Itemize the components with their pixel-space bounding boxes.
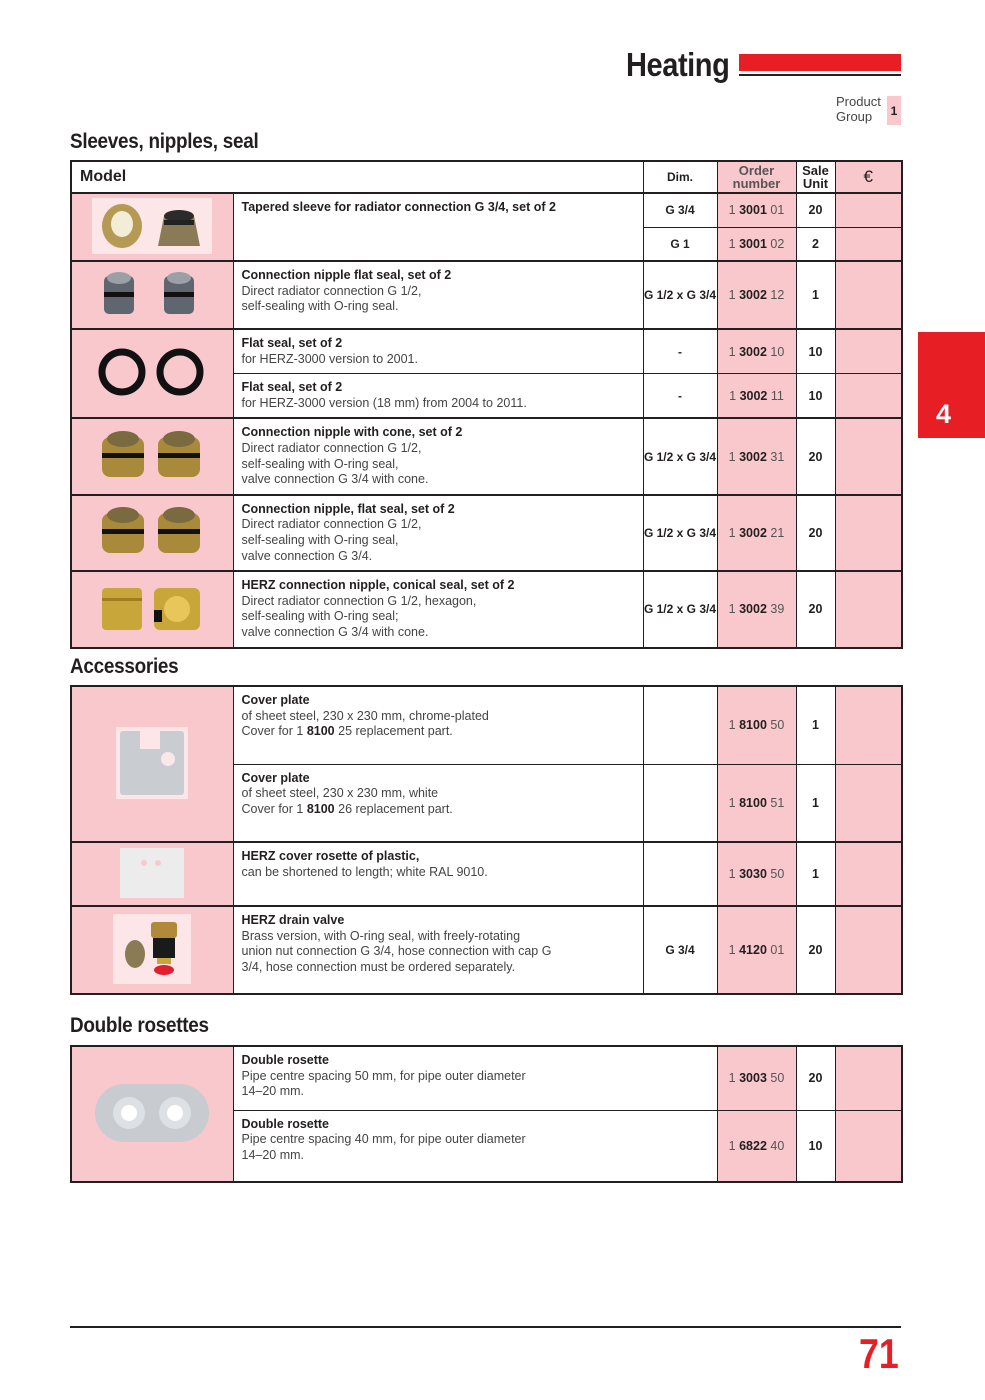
product-description-line: of sheet steel, 230 x 230 mm, chrome-plated <box>241 708 489 723</box>
dimension-cell: - <box>643 374 717 419</box>
product-row <box>71 842 902 906</box>
connection-nipple-flat-image <box>92 501 212 564</box>
sale-unit-cell: 10 <box>796 374 835 419</box>
order-number-cell: 1 3002 21 <box>717 495 796 571</box>
connection-nipple-cone-image <box>92 425 212 488</box>
cover-plate-image <box>116 727 188 802</box>
product-description <box>233 418 643 494</box>
cover-rosette-image <box>120 848 184 901</box>
order-number-cell: 1 8100 50 <box>717 686 796 764</box>
replacement-reference: Cover for 1 8100 25 replacement part. <box>241 724 453 739</box>
product-description <box>233 686 643 764</box>
price-cell[interactable] <box>835 686 902 764</box>
product-title: Connection nipple flat seal, set of 2 <box>241 268 452 282</box>
product-group-label: Product Group <box>836 94 881 124</box>
order-number-cell: 1 3002 12 <box>717 261 796 329</box>
product-title: Flat seal, set of 2 <box>241 380 343 395</box>
dimension-cell: G 1/2 x G 3/4 <box>643 418 717 494</box>
double-rosette-image <box>93 1082 211 1147</box>
replacement-reference: Cover for 1 8100 26 replacement part. <box>241 801 453 816</box>
chapter-tab[interactable] <box>918 332 985 438</box>
col-header-order: Order number <box>717 161 796 193</box>
price-cell[interactable] <box>835 906 902 994</box>
product-image-cell <box>71 418 233 494</box>
col-header-price: € <box>835 161 902 193</box>
dimension-cell: G 3/4 <box>643 193 717 227</box>
page-title: Heating <box>626 46 730 83</box>
dimension-cell: G 1 <box>643 227 717 261</box>
order-number-cell: 1 3001 01 <box>717 193 796 227</box>
price-cell[interactable] <box>835 374 902 419</box>
product-image-cell <box>71 686 233 842</box>
price-cell[interactable] <box>835 1110 902 1182</box>
dimension-cell: G 1/2 x G 3/4 <box>643 571 717 647</box>
price-cell[interactable] <box>835 764 902 842</box>
product-description <box>233 571 643 647</box>
price-cell[interactable] <box>835 227 902 261</box>
sale-unit-cell: 20 <box>796 193 835 227</box>
page-number: 71 <box>859 1330 899 1377</box>
product-description-line: 14–20 mm. <box>241 1147 305 1162</box>
product-description-line: self-sealing with O-ring seal. <box>241 299 399 314</box>
product-title: HERZ connection nipple, conical seal, set of 2 <box>241 578 515 593</box>
product-description-line: for HERZ-3000 version (18 mm) from 2004 to 2011. <box>241 395 527 410</box>
product-image-cell <box>71 261 233 329</box>
product-row <box>71 495 902 571</box>
product-description-line: Direct radiator connection G 1/2, <box>241 517 422 532</box>
product-description-line: Pipe centre spacing 40 mm, for pipe outer diameter <box>241 1132 526 1147</box>
dimension-cell <box>643 842 717 906</box>
order-number-cell: 1 3002 10 <box>717 329 796 374</box>
sale-unit-cell: 20 <box>796 1046 835 1110</box>
tapered-sleeve-image <box>92 196 212 259</box>
conical-nipple-image <box>92 578 212 641</box>
section-title-accessories: Accessories <box>70 655 179 678</box>
sale-unit-cell: 1 <box>796 764 835 842</box>
product-title: HERZ drain valve <box>241 913 345 927</box>
product-description-line: of sheet steel, 230 x 230 mm, white <box>241 786 439 801</box>
product-description-line: 3/4, hose connection must be ordered separately. <box>241 959 516 974</box>
product-description <box>233 1046 717 1110</box>
product-description <box>233 495 643 571</box>
product-row <box>71 418 902 494</box>
price-cell[interactable] <box>835 193 902 227</box>
product-title: Connection nipple, flat seal, set of 2 <box>241 501 455 516</box>
product-title: Cover plate <box>241 693 310 707</box>
product-title: Flat seal, set of 2 <box>241 336 343 350</box>
price-cell[interactable] <box>835 842 902 906</box>
order-number-cell: 1 3030 50 <box>717 842 796 906</box>
order-number-cell: 1 3003 50 <box>717 1046 796 1110</box>
sale-unit-cell: 10 <box>796 1110 835 1182</box>
dimension-cell: G 1/2 x G 3/4 <box>643 495 717 571</box>
order-number-cell: 1 3002 31 <box>717 418 796 494</box>
dimension-cell: G 1/2 x G 3/4 <box>643 261 717 329</box>
product-description-line: Brass version, with O-ring seal, with freely-rotating <box>241 928 521 943</box>
product-description <box>233 193 643 261</box>
price-cell[interactable] <box>835 1046 902 1110</box>
product-group-badge: 1 <box>887 96 901 125</box>
product-description-line: self-sealing with O-ring seal, <box>241 532 399 547</box>
product-title: HERZ cover rosette of plastic, <box>241 849 420 863</box>
product-title: Tapered sleeve for radiator connection G 3/4, set of 2 <box>241 200 556 214</box>
header-accent-bar <box>739 54 901 71</box>
product-row <box>71 261 902 329</box>
dimension-cell <box>643 686 717 764</box>
product-row <box>71 193 902 227</box>
product-description-line: self-sealing with O-ring seal; <box>241 609 399 624</box>
product-image-cell <box>71 1046 233 1182</box>
price-cell[interactable] <box>835 261 902 329</box>
product-title: Double rosette <box>241 1116 330 1131</box>
order-number-cell: 1 8100 51 <box>717 764 796 842</box>
product-description <box>233 329 643 374</box>
product-row <box>71 686 902 764</box>
flat-seal-image <box>92 344 212 403</box>
order-number-cell: 1 3001 02 <box>717 227 796 261</box>
product-row <box>71 571 902 647</box>
product-description-line: 14–20 mm. <box>241 1084 305 1099</box>
double-rosettes-table <box>70 1045 903 1183</box>
col-header-unit: Sale Unit <box>796 161 835 193</box>
product-row <box>71 1046 902 1110</box>
price-cell[interactable] <box>835 418 902 494</box>
product-description-line: union nut connection G 3/4, hose connection with cap G <box>241 944 552 959</box>
sale-unit-cell: 10 <box>796 329 835 374</box>
product-image-cell <box>71 495 233 571</box>
product-description-line: Direct radiator connection G 1/2, <box>241 283 422 298</box>
connection-nipple-image <box>92 266 212 325</box>
order-number-cell: 1 3002 11 <box>717 374 796 419</box>
product-image-cell <box>71 906 233 994</box>
product-row <box>71 906 902 994</box>
product-description-line: valve connection G 3/4 with cone. <box>241 624 429 639</box>
col-header-model: Model <box>71 161 643 193</box>
footer-rule <box>70 1326 901 1328</box>
order-number-cell: 1 4120 01 <box>717 906 796 994</box>
product-description <box>233 764 643 842</box>
product-description-line: valve connection G 3/4. <box>241 548 373 563</box>
header-rule <box>739 74 901 76</box>
table-header-row <box>71 161 902 193</box>
sale-unit-cell: 20 <box>796 906 835 994</box>
product-description-line: for HERZ-3000 version to 2001. <box>241 351 418 366</box>
product-image-cell <box>71 571 233 647</box>
dimension-cell: G 3/4 <box>643 906 717 994</box>
product-description-line: Pipe centre spacing 50 mm, for pipe outer diameter <box>241 1068 526 1083</box>
product-title: Cover plate <box>241 770 310 785</box>
product-description-line: valve connection G 3/4 with cone. <box>241 472 429 487</box>
dimension-cell <box>643 764 717 842</box>
product-description <box>233 842 643 906</box>
price-cell[interactable] <box>835 495 902 571</box>
product-description-line: self-sealing with O-ring seal, <box>241 456 399 471</box>
product-image-cell <box>71 329 233 418</box>
product-image-cell <box>71 193 233 261</box>
product-description <box>233 261 643 329</box>
sale-unit-cell: 1 <box>796 842 835 906</box>
product-description <box>233 1110 717 1182</box>
dimension-cell: - <box>643 329 717 374</box>
product-row <box>71 329 902 374</box>
price-cell[interactable] <box>835 571 902 647</box>
product-description <box>233 906 643 994</box>
product-description-line: Direct radiator connection G 1/2, <box>241 440 422 455</box>
product-description-line: can be shortened to length; white RAL 9010. <box>241 864 488 879</box>
product-title: Double rosette <box>241 1053 330 1067</box>
price-cell[interactable] <box>835 329 902 374</box>
sale-unit-cell: 1 <box>796 686 835 764</box>
chapter-tab-label: 4 <box>936 399 952 429</box>
sleeves-table <box>70 160 903 649</box>
product-description-line: Direct radiator connection G 1/2, hexagon, <box>241 593 477 608</box>
sale-unit-cell: 20 <box>796 571 835 647</box>
product-image-cell <box>71 842 233 906</box>
product-title: Connection nipple with cone, set of 2 <box>241 425 463 440</box>
col-header-dim: Dim. <box>643 161 717 193</box>
order-number-cell: 1 6822 40 <box>717 1110 796 1182</box>
accessories-table <box>70 685 903 995</box>
drain-valve-image <box>113 914 191 987</box>
sale-unit-cell: 2 <box>796 227 835 261</box>
sale-unit-cell: 1 <box>796 261 835 329</box>
section-title-double-rosettes: Double rosettes <box>70 1014 209 1037</box>
order-number-cell: 1 3002 39 <box>717 571 796 647</box>
sale-unit-cell: 20 <box>796 495 835 571</box>
product-description <box>233 374 643 419</box>
sale-unit-cell: 20 <box>796 418 835 494</box>
section-title-sleeves: Sleeves, nipples, seal <box>70 130 259 153</box>
